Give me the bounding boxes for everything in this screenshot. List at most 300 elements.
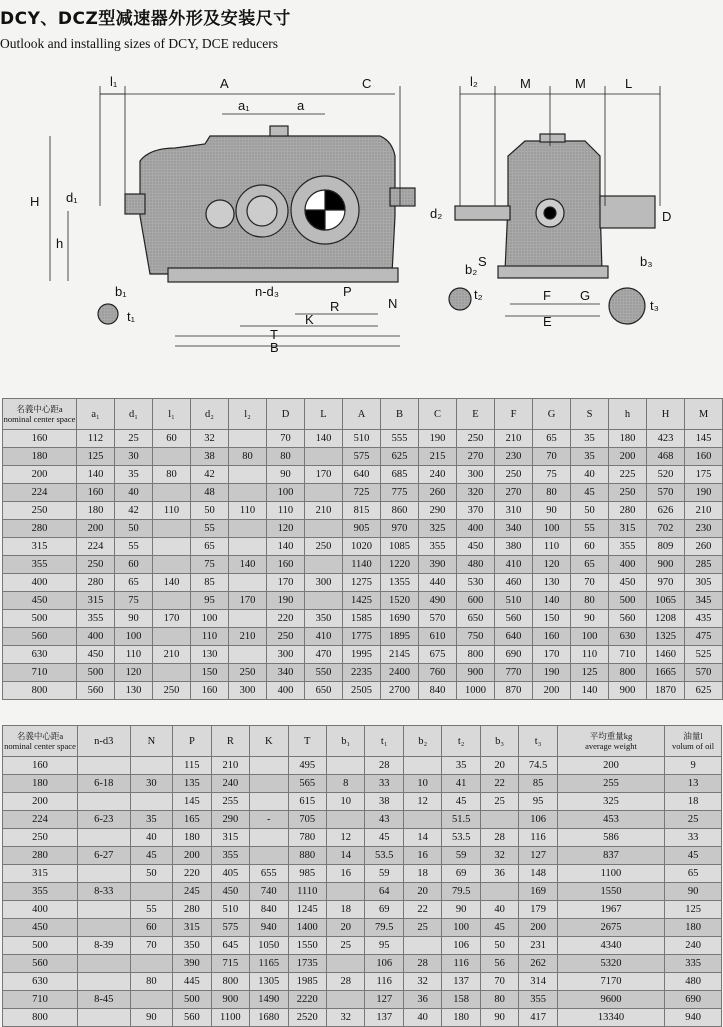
table-cell: 50: [480, 937, 518, 955]
table-cell: 900: [457, 664, 495, 682]
table-cell: 60: [115, 556, 153, 574]
table-cell: 40: [130, 829, 173, 847]
header-cell: S: [571, 399, 609, 430]
table-cell: 22: [480, 775, 518, 793]
table-cell: [153, 484, 191, 502]
table-cell: 715: [211, 955, 249, 973]
table-cell: 800: [211, 973, 249, 991]
table-cell: 125: [571, 664, 609, 682]
table-cell: [229, 520, 267, 538]
table-cell: [77, 901, 130, 919]
table-cell: 280: [173, 901, 211, 919]
row-header-cell: 224: [3, 484, 77, 502]
table-cell: 170: [267, 574, 305, 592]
header-cell: h: [609, 399, 647, 430]
dim-label-b3: b₃: [640, 254, 653, 269]
table-cell: 180: [665, 919, 722, 937]
table-cell: 70: [267, 430, 305, 448]
header-en: average weight: [585, 741, 637, 751]
table-cell: 315: [173, 919, 211, 937]
table-cell: 169: [519, 883, 557, 901]
table-cell: 148: [519, 865, 557, 883]
table-cell: 400: [267, 682, 305, 700]
table-cell: 210: [685, 502, 723, 520]
table-cell: 75: [533, 466, 571, 484]
table-cell: 570: [685, 664, 723, 682]
table-cell: 740: [250, 883, 288, 901]
table-cell: 35: [115, 466, 153, 484]
table-cell: 1895: [381, 628, 419, 646]
dim-label-T: T: [270, 327, 278, 342]
table-cell: [305, 592, 343, 610]
table-cell: 320: [457, 484, 495, 502]
table-cell: [327, 757, 365, 775]
table-cell: [153, 556, 191, 574]
table-cell: 625: [381, 448, 419, 466]
table-cell: [77, 919, 130, 937]
table-cell: 38: [191, 448, 229, 466]
table-cell: [403, 811, 441, 829]
row-header-cell: 630: [3, 646, 77, 664]
table-cell: 106: [365, 955, 403, 973]
row-header-cell: 710: [3, 991, 78, 1009]
row-header-cell: 160: [3, 757, 78, 775]
table-cell: 2520: [288, 1009, 326, 1027]
header-cell: t₂: [442, 726, 480, 757]
table-cell: 560: [173, 1009, 211, 1027]
row-header-cell: 710: [3, 664, 77, 682]
table-cell: 130: [191, 646, 229, 664]
row-header-cell: 200: [3, 466, 77, 484]
table-cell: 60: [153, 430, 191, 448]
table-cell: 65: [665, 865, 722, 883]
row-header-cell: 630: [3, 973, 78, 991]
table-cell: 14: [327, 847, 365, 865]
table-cell: 400: [457, 520, 495, 538]
table-cell: 42: [115, 502, 153, 520]
table-cell: 69: [365, 901, 403, 919]
table-cell: 250: [229, 664, 267, 682]
table-cell: 50: [115, 520, 153, 538]
table-row: [3, 865, 722, 883]
table-cell: 565: [288, 775, 326, 793]
row-header-cell: 800: [3, 682, 77, 700]
table-cell: 2400: [381, 664, 419, 682]
table-cell: 260: [419, 484, 457, 502]
table-cell: [77, 865, 130, 883]
table-cell: 150: [533, 610, 571, 628]
table-cell: 116: [365, 973, 403, 991]
table-cell: 110: [571, 646, 609, 664]
table-cell: 158: [442, 991, 480, 1009]
table-cell: 1245: [288, 901, 326, 919]
table-cell: 160: [191, 682, 229, 700]
table-cell: 290: [419, 502, 457, 520]
table-cell: 702: [647, 520, 685, 538]
table-cell: 315: [211, 829, 249, 847]
table-cell: 210: [305, 502, 343, 520]
table-cell: 750: [457, 628, 495, 646]
table-cell: 32: [480, 847, 518, 865]
row-header-cell: 355: [3, 883, 78, 901]
table-cell: 1550: [557, 883, 664, 901]
table-cell: 900: [647, 556, 685, 574]
table-cell: 125: [77, 448, 115, 466]
dim-label-a: a: [297, 98, 305, 113]
table-cell: 30: [115, 448, 153, 466]
table-cell: 530: [457, 574, 495, 592]
table-cell: 370: [457, 502, 495, 520]
table-cell: 630: [609, 628, 647, 646]
table-row: [3, 430, 723, 448]
table-cell: 25: [665, 811, 722, 829]
dim-label-n-d3: n-d₃: [255, 284, 280, 299]
table-cell: 225: [609, 466, 647, 484]
table-cell: 40: [403, 1009, 441, 1027]
dim-label-G: G: [580, 288, 591, 303]
table-cell: 200: [519, 919, 557, 937]
table-cell: 5320: [557, 955, 664, 973]
table-cell: 1550: [288, 937, 326, 955]
table-cell: [229, 538, 267, 556]
table-cell: 25: [115, 430, 153, 448]
table-cell: 70: [130, 937, 173, 955]
table-cell: 80: [130, 973, 173, 991]
table-cell: 1585: [343, 610, 381, 628]
table-cell: 115: [173, 757, 211, 775]
table-cell: 220: [173, 865, 211, 883]
table-cell: -: [250, 811, 288, 829]
header-cell: b₁: [327, 726, 365, 757]
table-cell: 423: [647, 430, 685, 448]
table-cell: 380: [495, 538, 533, 556]
table-cell: 18: [403, 865, 441, 883]
table-cell: 224: [77, 538, 115, 556]
table-cell: 180: [77, 502, 115, 520]
table-cell: [250, 847, 288, 865]
dim-label-l2: l₂: [470, 74, 478, 89]
dim-label-t1: t₁: [127, 309, 135, 324]
header-cell-center-space: [3, 726, 78, 757]
table-cell: 410: [495, 556, 533, 574]
row-header-cell: 560: [3, 628, 77, 646]
header-cell: [665, 726, 722, 757]
table-cell: 640: [495, 628, 533, 646]
table-cell: 8-39: [77, 937, 130, 955]
table-cell: 40: [115, 484, 153, 502]
table-cell: 905: [343, 520, 381, 538]
table-cell: 230: [495, 448, 533, 466]
table-cell: 290: [211, 811, 249, 829]
table-row: [3, 610, 723, 628]
table-cell: 970: [647, 574, 685, 592]
header-cell: D: [267, 399, 305, 430]
dim-label-P: P: [343, 284, 352, 299]
table-cell: 495: [288, 757, 326, 775]
table-cell: 435: [685, 610, 723, 628]
table-cell: 10: [403, 775, 441, 793]
table-cell: 325: [419, 520, 457, 538]
table-cell: 1325: [647, 628, 685, 646]
table-row: [3, 448, 723, 466]
table-cell: 8: [327, 775, 365, 793]
table-cell: 245: [173, 883, 211, 901]
header-cell: n-d3: [77, 726, 130, 757]
dim-label-B: B: [270, 340, 279, 355]
table-cell: 900: [609, 682, 647, 700]
header-cell: b₂: [403, 726, 441, 757]
table-cell: 116: [442, 955, 480, 973]
table-cell: 20: [403, 883, 441, 901]
dim-label-D: D: [662, 209, 672, 224]
table-cell: 1100: [557, 865, 664, 883]
table-cell: 69: [442, 865, 480, 883]
table-cell: 300: [229, 682, 267, 700]
table-cell: 80: [153, 466, 191, 484]
table-cell: 36: [480, 865, 518, 883]
table-cell: 837: [557, 847, 664, 865]
table-cell: 70: [571, 574, 609, 592]
table-cell: 280: [77, 574, 115, 592]
header-cell: l₁: [153, 399, 191, 430]
dim-label-A: A: [220, 76, 229, 91]
table-cell: 315: [609, 520, 647, 538]
row-header-cell: 250: [3, 829, 78, 847]
table-cell: 1690: [381, 610, 419, 628]
table-cell: 490: [419, 592, 457, 610]
dim-label-a1: a₁: [238, 98, 250, 113]
table-cell: 340: [267, 664, 305, 682]
table-cell: 75: [191, 556, 229, 574]
table-cell: 270: [457, 448, 495, 466]
table-cell: 90: [442, 901, 480, 919]
row-header-cell: 180: [3, 448, 77, 466]
table-cell: 55: [191, 520, 229, 538]
table-cell: 56: [480, 955, 518, 973]
table-cell: [250, 757, 288, 775]
table-cell: 2505: [343, 682, 381, 700]
dim-label-t3: t₃: [650, 298, 659, 313]
table-row: [3, 520, 723, 538]
table-cell: 500: [609, 592, 647, 610]
table-cell: 626: [647, 502, 685, 520]
table-cell: 25: [480, 793, 518, 811]
table-cell: [480, 883, 518, 901]
table-cell: 95: [365, 937, 403, 955]
table-cell: 220: [267, 610, 305, 628]
table-cell: 38: [365, 793, 403, 811]
table-cell: 690: [665, 991, 722, 1009]
table-cell: 59: [442, 847, 480, 865]
table-cell: 200: [533, 682, 571, 700]
table-cell: 1870: [647, 682, 685, 700]
table-cell: 160: [685, 448, 723, 466]
row-header-cell: 280: [3, 520, 77, 538]
table-cell: 55: [130, 901, 173, 919]
table-cell: 250: [495, 466, 533, 484]
table-cell: 555: [381, 430, 419, 448]
table-cell: 190: [685, 484, 723, 502]
row-header-cell: 500: [3, 937, 78, 955]
table-cell: 255: [211, 793, 249, 811]
table-cell: 16: [327, 865, 365, 883]
row-header-cell: 450: [3, 592, 77, 610]
table-cell: 80: [267, 448, 305, 466]
table-cell: 410: [305, 628, 343, 646]
table-cell: 355: [519, 991, 557, 1009]
table-cell: 200: [173, 847, 211, 865]
table-cell: 6-18: [77, 775, 130, 793]
table-cell: 2220: [288, 991, 326, 1009]
table-cell: 43: [365, 811, 403, 829]
table-cell: [130, 991, 173, 1009]
table-cell: [327, 991, 365, 1009]
table-row: [3, 829, 722, 847]
dim-label-C: C: [362, 76, 372, 91]
table-cell: 110: [115, 646, 153, 664]
table-row: [3, 682, 723, 700]
table-cell: 80: [571, 592, 609, 610]
table-cell: [327, 955, 365, 973]
table-cell: 970: [381, 520, 419, 538]
table-cell: 140: [153, 574, 191, 592]
table-cell: 16: [403, 847, 441, 865]
row-header-cell: 560: [3, 955, 78, 973]
table-cell: 1735: [288, 955, 326, 973]
table-cell: 170: [305, 466, 343, 484]
dim-label-E: E: [543, 314, 552, 329]
table-cell: 12: [327, 829, 365, 847]
row-header-cell: 180: [3, 775, 78, 793]
table-cell: [327, 811, 365, 829]
table-cell: 355: [609, 538, 647, 556]
table-cell: 1355: [381, 574, 419, 592]
table-cell: 1665: [647, 664, 685, 682]
table-cell: 135: [173, 775, 211, 793]
table-cell: [153, 520, 191, 538]
table-cell: 2675: [557, 919, 664, 937]
table-cell: 310: [495, 502, 533, 520]
table-cell: 570: [647, 484, 685, 502]
table-cell: 70: [480, 973, 518, 991]
table-cell: 64: [365, 883, 403, 901]
table-cell: 100: [267, 484, 305, 502]
table-cell: [229, 574, 267, 592]
table-cell: 940: [665, 1009, 722, 1027]
header-en: volum of oil: [672, 741, 715, 751]
dim-label-L: L: [625, 76, 633, 91]
table-cell: 400: [609, 556, 647, 574]
table-cell: 300: [457, 466, 495, 484]
table-cell: 42: [191, 466, 229, 484]
header-cell: t₁: [365, 726, 403, 757]
table-cell: 1460: [647, 646, 685, 664]
table-cell: 1520: [381, 592, 419, 610]
header-cell: G: [533, 399, 571, 430]
table-cell: 33: [665, 829, 722, 847]
table-cell: 340: [495, 520, 533, 538]
table-cell: 120: [115, 664, 153, 682]
key-details: [98, 288, 645, 324]
table-cell: [77, 973, 130, 991]
table-cell: 90: [267, 466, 305, 484]
table-cell: 900: [211, 991, 249, 1009]
table-cell: 175: [685, 466, 723, 484]
table-cell: 22: [403, 901, 441, 919]
table-cell: 560: [77, 682, 115, 700]
header-cell: T: [288, 726, 326, 757]
table-cell: 500: [77, 664, 115, 682]
table-cell: 116: [519, 829, 557, 847]
table-cell: 450: [77, 646, 115, 664]
table-cell: 500: [173, 991, 211, 1009]
table-cell: 1425: [343, 592, 381, 610]
reducer-drawing: [0, 56, 700, 376]
table-cell: 470: [305, 646, 343, 664]
table-cell: 150: [191, 664, 229, 682]
table-row: [3, 538, 723, 556]
table-cell: 45: [442, 793, 480, 811]
table-cell: [77, 757, 130, 775]
table-cell: 840: [419, 682, 457, 700]
table-cell: 90: [571, 610, 609, 628]
header-cell: B: [381, 399, 419, 430]
table-cell: 1220: [381, 556, 419, 574]
table-cell: 250: [77, 556, 115, 574]
table-cell: 1208: [647, 610, 685, 628]
table-row: [3, 757, 722, 775]
table-cell: 90: [665, 883, 722, 901]
table-cell: 140: [267, 538, 305, 556]
table-cell: [403, 937, 441, 955]
table-cell: 35: [442, 757, 480, 775]
header-cell: t₃: [519, 726, 557, 757]
table-cell: 355: [77, 610, 115, 628]
table-cell: 800: [457, 646, 495, 664]
table-row: [3, 484, 723, 502]
table-cell: 90: [480, 1009, 518, 1027]
table-cell: [130, 793, 173, 811]
table-cell: [130, 883, 173, 901]
table-cell: 14: [403, 829, 441, 847]
dim-label-F: F: [543, 288, 551, 303]
table-cell: [77, 955, 130, 973]
table-cell: 405: [211, 865, 249, 883]
table-cell: 25: [403, 919, 441, 937]
table-cell: 60: [130, 919, 173, 937]
table-cell: 468: [647, 448, 685, 466]
table-cell: 705: [288, 811, 326, 829]
table-cell: 170: [153, 610, 191, 628]
table-cell: 28: [403, 955, 441, 973]
table-cell: 65: [571, 556, 609, 574]
table-cell: [229, 430, 267, 448]
table-cell: 600: [457, 592, 495, 610]
table-cell: 650: [457, 610, 495, 628]
table-cell: 390: [419, 556, 457, 574]
table-cell: 100: [533, 520, 571, 538]
table-cell: 137: [442, 973, 480, 991]
table-cell: 25: [327, 937, 365, 955]
table-cell: 2235: [343, 664, 381, 682]
dimensions-table: [2, 398, 723, 700]
table-cell: [305, 484, 343, 502]
table-cell: 9: [665, 757, 722, 775]
table-cell: 355: [419, 538, 457, 556]
table-cell: 250: [267, 628, 305, 646]
table-row: [3, 1009, 722, 1027]
table-cell: 125: [665, 901, 722, 919]
